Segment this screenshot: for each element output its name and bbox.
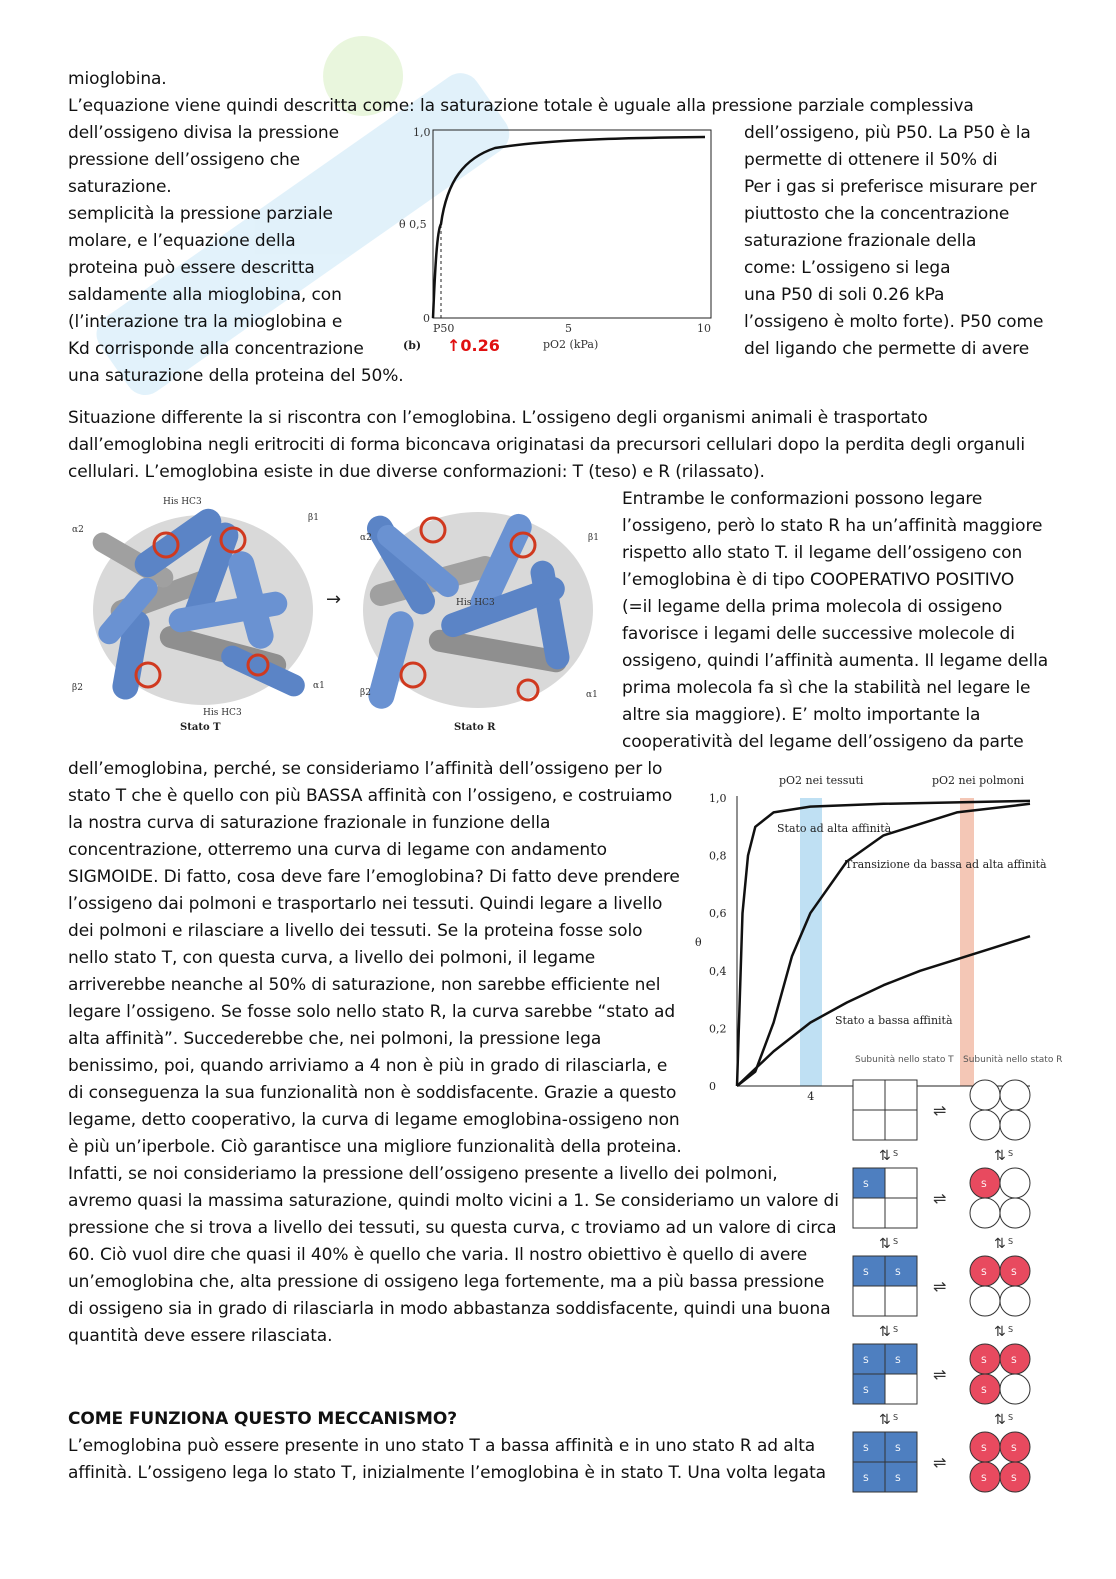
y-tick-label: 0,2 (709, 1022, 727, 1036)
subunit-t (853, 1080, 885, 1110)
label-b2-r: β2 (360, 688, 371, 698)
text-line: un’emoglobina che, alta pressione di ossigeno lega fortemente, ma a più bassa pressione (68, 1272, 825, 1292)
text-line: dell’emoglobina, perché, se consideriamo l’affinità dell’ossigeno per lo (68, 759, 663, 779)
subunit-t (853, 1344, 885, 1374)
binding-step-label: S (1008, 1237, 1014, 1246)
text-line: dell’ossigeno divisa la pressione (68, 123, 339, 143)
label-his-t-top: His HC3 (163, 497, 202, 507)
subunit-s-label: S (981, 1356, 987, 1366)
text-line: Kd corrisponde alla concentrazione (68, 339, 364, 359)
binding-step-arrow: ⇅ (994, 1236, 1006, 1252)
subunit-s-label: S (981, 1180, 987, 1190)
x-axis-label: pO2 (kPa) (543, 338, 599, 351)
text-line: 60. Ciò vuol dire che quasi il 40% è quello che varia. Il nostro obiettivo è quello di avere (68, 1245, 808, 1265)
subunit-t (885, 1080, 917, 1110)
subunit-s-label: S (1011, 1356, 1017, 1366)
y-tick-mid: θ 0,5 (399, 218, 427, 231)
label-b2-t: β2 (72, 683, 83, 693)
subunit-s-label: S (1011, 1444, 1017, 1454)
text-line: dei polmoni e rilasciare a livello dei tessuti. Se la proteina fosse solo (68, 921, 643, 941)
subunit-scheme (845, 1050, 1063, 1495)
text-line: pressione che si trova a livello dei tessuti, su questa curva, c troviamo ad un valore di circa (68, 1218, 837, 1238)
subunit-t (885, 1110, 917, 1140)
subunit-s-label: S (895, 1268, 901, 1278)
curve-label-transition: Transizione da bassa ad alta affinità (845, 858, 1047, 871)
text-line: di ossigeno sia in grado di rilasciarla in modo abbastanza soddisfacente, quindi una buona (68, 1299, 831, 1319)
text-line: cellulari. L’emoglobina esiste in due diverse conformazioni: T (teso) e R (rilassato). (68, 462, 765, 482)
binding-step-label: S (893, 1237, 899, 1246)
text-line: una saturazione della proteina del 50%. (68, 366, 404, 386)
y-tick-label: 0 (709, 1080, 716, 1093)
band-label-tessuti: pO2 nei tessuti (779, 774, 864, 787)
text-line: concentrazione, otterremo una curva di legame con andamento (68, 840, 607, 860)
label-a2-r: α2 (360, 533, 372, 543)
binding-step-arrow: ⇅ (879, 1148, 891, 1164)
subunit-t (853, 1462, 885, 1492)
text-line: (l’interazione tra la mioglobina e (68, 312, 343, 332)
text-line: nello stato T, con questa curva, a livello dei polmoni, il legame (68, 948, 596, 968)
subunit-s-label: S (863, 1180, 869, 1190)
label-stato-r: Stato R (454, 722, 496, 733)
text-line: benissimo, poi, quando arriviamo a 4 non è più in grado di rilasciarla, e (68, 1056, 668, 1076)
band-polmoni (960, 798, 974, 1086)
label-a1-r: α1 (586, 690, 598, 700)
myoglobin-binding-chart (395, 120, 725, 365)
arrow-t-to-r: → (326, 589, 342, 610)
text-line: l’ossigeno, però lo stato R ha un’affinità maggiore (622, 516, 1043, 536)
subunit-r (970, 1198, 1000, 1228)
x-tick-label: 4 (807, 1090, 815, 1103)
text-line: molare, e l’equazione della (68, 231, 296, 251)
subunit-s-label: S (981, 1474, 987, 1484)
panel-label: (b) (403, 339, 422, 352)
text-line: come: L’ossigeno si lega (744, 258, 951, 278)
text-line: SIGMOIDE. Di fatto, cosa deve fare l’emoglobina? Di fatto deve prendere (68, 867, 680, 887)
text-line: del ligando che permette di avere (744, 339, 1030, 359)
equilibrium-arrow: ⇌ (933, 1453, 947, 1472)
text-line: dell’ossigeno, più P50. La P50 è la (744, 123, 1031, 143)
text-line: semplicità la pressione parziale (68, 204, 333, 224)
text-line: Situazione differente la si riscontra con l’emoglobina. L’ossigeno degli organismi animali è trasportato (68, 408, 928, 428)
subunit-r (1000, 1168, 1030, 1198)
text-line: prima molecola fa sì che la stabilità nel legare le (622, 678, 1031, 698)
text-line: stato T che è quello con più BASSA affinità con l’ossigeno, e costruiamo (68, 786, 673, 806)
equilibrium-arrow: ⇌ (933, 1277, 947, 1296)
subunit-t (885, 1198, 917, 1228)
equilibrium-arrow: ⇌ (933, 1365, 947, 1384)
curve-label-high: Stato ad alta affinità (777, 822, 892, 835)
subunit-s-label: S (981, 1386, 987, 1396)
text-line: quantità deve essere rilasciata. (68, 1326, 333, 1346)
text-line: saturazione frazionale della (744, 231, 977, 251)
subunit-r (970, 1110, 1000, 1140)
text-line: permette di ottenere il 50% di (744, 150, 998, 170)
text-line: avremo quasi la massima saturazione, quindi molto vicini a 1. Se consideriamo un valore di (68, 1191, 839, 1211)
subunit-s-label: S (863, 1356, 869, 1366)
text-line: cooperatività del legame dell’ossigeno da parte (622, 732, 1024, 752)
text-line: la nostra curva di saturazione frazionale in funzione della (68, 813, 551, 833)
subunit-r (970, 1286, 1000, 1316)
subunit-r (1000, 1286, 1030, 1316)
subunit-t (885, 1256, 917, 1286)
text-line: proteina può essere descritta (68, 258, 315, 278)
subunit-r (1000, 1198, 1030, 1228)
text-line: mioglobina. (68, 69, 167, 89)
subunit-t (853, 1432, 885, 1462)
text-line: pressione dell’ossigeno che (68, 150, 300, 170)
hemoglobin-structures-figure (68, 490, 613, 740)
stato-t-structure (89, 504, 313, 705)
text-line: Entrambe le conformazioni possono legare (622, 489, 983, 509)
text-line: rispetto allo stato T. il legame dell’ossigeno con (622, 543, 1023, 563)
text-line: saturazione. (68, 177, 172, 197)
label-a2-t: α2 (72, 525, 84, 535)
subunit-t (853, 1198, 885, 1228)
subunit-t (885, 1374, 917, 1404)
subunit-s-label: S (895, 1356, 901, 1366)
label-stato-t: Stato T (180, 722, 221, 733)
scheme-title-r: Subunità nello stato R (963, 1055, 1063, 1065)
binding-step-label: S (1008, 1149, 1014, 1158)
subunit-t (853, 1168, 885, 1198)
text-line: è più un’iperbole. Ciò garantisce una migliore funzionalità della proteina. (68, 1137, 682, 1157)
label-b1-r: β1 (588, 533, 599, 543)
subunit-t (853, 1286, 885, 1316)
label-b1-t: β1 (308, 513, 319, 523)
series-line-1 (737, 804, 1030, 1086)
y-tick-zero: 0 (423, 312, 430, 325)
y-axis-label: θ (695, 936, 702, 949)
subunit-s-label: S (981, 1444, 987, 1454)
p50-annotation: ↑0.26 (447, 336, 500, 355)
subunit-t (885, 1286, 917, 1316)
binding-step-label: S (1008, 1413, 1014, 1422)
text-line: legare l’ossigeno. Se fosse solo nello stato R, la curva sarebbe “stato ad (68, 1002, 676, 1022)
subunit-r (1000, 1080, 1030, 1110)
subunit-t (885, 1462, 917, 1492)
label-a1-t: α1 (313, 681, 325, 691)
stato-r-structure (362, 510, 593, 712)
text-line: L’equazione viene quindi descritta come: la saturazione totale è uguale alla pressione parziale complessiva (68, 96, 974, 116)
subunit-r (1000, 1374, 1030, 1404)
text-line: L’emoglobina può essere presente in uno stato T a bassa affinità e in uno stato R ad alta (68, 1436, 816, 1456)
x-tick-p50: P50 (433, 322, 455, 335)
section-heading: COME FUNZIONA QUESTO MECCANISMO? (68, 1409, 457, 1429)
subunit-t (853, 1256, 885, 1286)
text-line: Infatti, se noi consideriamo la pressione dell’ossigeno presente a livello dei polmoni, (68, 1164, 778, 1184)
binding-step-arrow: ⇅ (994, 1412, 1006, 1428)
x-tick-5: 5 (565, 322, 572, 335)
subunit-t (853, 1374, 885, 1404)
binding-step-label: S (1008, 1325, 1014, 1334)
subunit-t (885, 1432, 917, 1462)
subunit-s-label: S (1011, 1268, 1017, 1278)
y-tick-label: 1,0 (709, 792, 727, 805)
binding-step-arrow: ⇅ (879, 1236, 891, 1252)
text-line: arriverebbe neanche al 50% di saturazione, non sarebbe efficiente nel (68, 975, 661, 995)
curve-label-low: Stato a bassa affinità (835, 1014, 953, 1027)
text-line: l’ossigeno dai polmoni e trasportarlo nei tessuti. Quindi legare a livello (68, 894, 663, 914)
text-line: alta affinità”. Succederebbe che, nei polmoni, la pressione lega (68, 1029, 602, 1049)
subunit-r (970, 1080, 1000, 1110)
subunit-s-label: S (981, 1268, 987, 1278)
subunit-s-label: S (863, 1268, 869, 1278)
binding-step-arrow: ⇅ (994, 1148, 1006, 1164)
subunit-s-label: S (863, 1386, 869, 1396)
label-his-r: His HC3 (456, 598, 495, 608)
y-tick-top: 1,0 (413, 126, 431, 139)
subunit-s-label: S (895, 1444, 901, 1454)
text-line: saldamente alla mioglobina, con (68, 285, 342, 305)
text-line: dall’emoglobina negli eritrociti di forma biconcava originatasi da precursori cellulari dopo la perdita degli organuli (68, 435, 1025, 455)
y-tick-label: 0,4 (709, 964, 727, 978)
binding-step-label: S (893, 1325, 899, 1334)
x-tick-10: 10 (697, 322, 711, 335)
binding-step-arrow: ⇅ (879, 1412, 891, 1428)
subunit-s-label: S (863, 1474, 869, 1484)
subunit-s-label: S (895, 1474, 901, 1484)
text-line: di conseguenza la sua funzionalità non è soddisfacente. Grazie a questo (68, 1083, 677, 1103)
equilibrium-arrow: ⇌ (933, 1189, 947, 1208)
text-line: legame, detto cooperativo, la curva di legame emoglobina-ossigeno non (68, 1110, 680, 1130)
y-tick-label: 0,6 (709, 907, 727, 921)
binding-step-label: S (893, 1413, 899, 1422)
subunit-t (853, 1110, 885, 1140)
subunit-s-label: S (863, 1444, 869, 1454)
subunit-s-label: S (1011, 1474, 1017, 1484)
subunit-t (885, 1344, 917, 1374)
text-line: altre sia maggiore). E’ molto importante la (622, 705, 981, 725)
text-line: favorisce i legami delle successive molecole di (622, 624, 1015, 644)
text-line: l’emoglobina è di tipo COOPERATIVO POSITIVO (622, 570, 1015, 590)
binding-step-arrow: ⇅ (879, 1324, 891, 1340)
scheme-title-t: Subunità nello stato T (855, 1055, 954, 1065)
subunit-t (885, 1168, 917, 1198)
text-line: ossigeno, quindi l’affinità aumenta. Il legame della (622, 651, 1049, 671)
y-tick-label: 0,8 (709, 849, 727, 863)
text-line: una P50 di soli 0.26 kPa (744, 285, 945, 305)
binding-step-arrow: ⇅ (994, 1324, 1006, 1340)
band-tessuti (800, 798, 822, 1086)
text-line: l’ossigeno è molto forte). P50 come (744, 312, 1044, 332)
binding-step-label: S (893, 1149, 899, 1158)
band-label-polmoni: pO2 nei polmoni (932, 774, 1025, 787)
label-his-t-bottom: His HC3 (203, 708, 242, 718)
subunit-r (1000, 1110, 1030, 1140)
series-line-0 (737, 801, 1030, 1086)
myoglobin-curve (433, 137, 705, 318)
text-line: piuttosto che la concentrazione (744, 204, 1010, 224)
text-line: affinità. L’ossigeno lega lo stato T, inizialmente l’emoglobina è in stato T. Una volta legata (68, 1463, 826, 1483)
text-line: Per i gas si preferisce misurare per (744, 177, 1037, 197)
equilibrium-arrow: ⇌ (933, 1101, 947, 1120)
text-line: (=il legame della prima molecola di ossigeno (622, 597, 1003, 617)
